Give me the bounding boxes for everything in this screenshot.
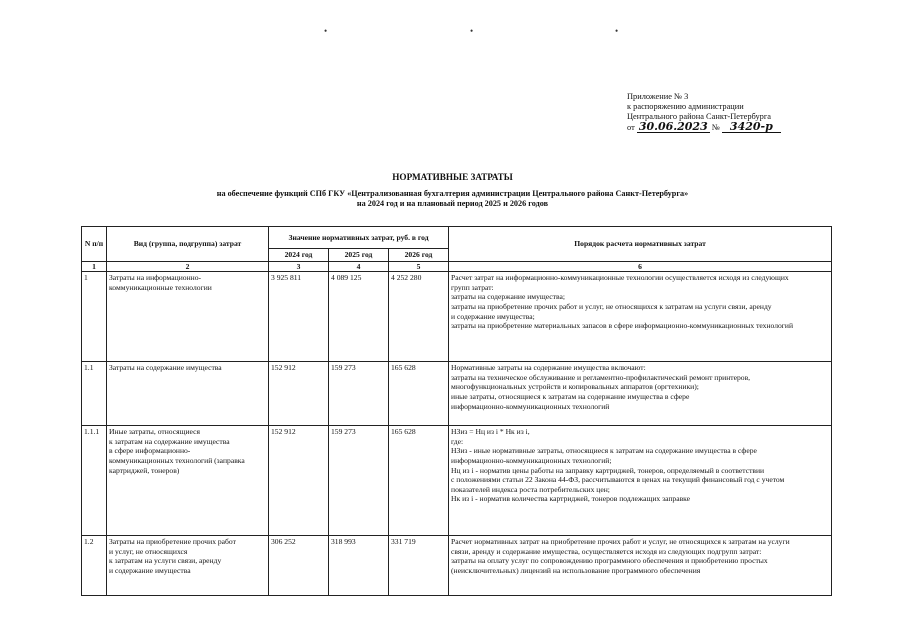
value-2024: 3 925 811 xyxy=(269,272,329,362)
value-2024: 152 912 xyxy=(269,362,329,426)
column-number: 5 xyxy=(389,261,449,272)
cost-type-line: коммуникационных технологий (заправка xyxy=(109,455,245,465)
row-number: 1.2 xyxy=(82,536,107,596)
header-year-2025: 2025 год xyxy=(329,249,389,262)
appendix-date-line xyxy=(627,122,781,133)
table-row xyxy=(82,426,832,536)
cost-type-line: в сфере информационно- xyxy=(109,446,191,456)
value-2026: 331 719 xyxy=(389,536,449,596)
header-year-2024: 2024 год xyxy=(269,249,329,262)
number-prefix: № xyxy=(711,123,720,132)
cost-type-line: и содержание имущества xyxy=(109,565,191,575)
calc-order-line: НЗиз - иные нормативные затраты, относящиеся к затратам на содержание имущества в сфере xyxy=(451,446,757,456)
cost-type-line: Затраты на приобретение прочих работ xyxy=(109,537,236,547)
value-2025: 4 089 125 xyxy=(329,272,389,362)
cost-type-line: Затраты на содержание имущества xyxy=(109,363,222,373)
calc-order-line: многофункциональных устройств и копировальных аппаратов (оргтехники); xyxy=(451,382,699,392)
document-title: НОРМАТИВНЫЕ ЗАТРАТЫ xyxy=(392,172,513,182)
calc-order-line: Нк из i - норматив количества картриджей, тонеров подлежащих заправке xyxy=(451,494,691,504)
column-number: 4 xyxy=(329,261,389,272)
column-number: 2 xyxy=(107,261,269,272)
table-row xyxy=(82,272,832,362)
calc-order-line: затраты на техническое обслуживание и регламентно-профилактический ремонт принтеров, xyxy=(451,372,751,382)
subtitle-line: на 2024 год и на плановый период 2025 и 2026 годов xyxy=(356,199,549,208)
appendix-line: Центрального района Санкт-Петербурга xyxy=(627,112,772,121)
header-row xyxy=(82,227,832,249)
calc-order-line: связи, аренду и содержание имущества, осуществляется исходя из следующих подгрупп затрат: xyxy=(451,546,762,556)
cost-type-line: коммуникационные технологии xyxy=(109,282,212,292)
header-value: Значение нормативных затрат, руб. в год xyxy=(269,227,449,249)
calc-order xyxy=(449,426,832,536)
row-number: 1 xyxy=(82,272,107,362)
value-2024: 306 252 xyxy=(269,536,329,596)
header-order: Порядок расчета нормативных затрат xyxy=(449,227,832,262)
document-subtitle xyxy=(0,189,905,209)
cost-type-line: Затраты на информационно- xyxy=(109,273,202,283)
calc-order-line: информационно-коммуникационных технологий xyxy=(451,401,610,411)
value-2026: 165 628 xyxy=(389,426,449,536)
calc-order-line: и содержание имущества; xyxy=(451,311,535,321)
scan-mark: • xyxy=(324,26,328,36)
calc-order-line: (неисключительных) лицензий на использование программного обеспечения xyxy=(451,565,701,575)
calc-order xyxy=(449,362,832,426)
scan-mark: • xyxy=(615,26,619,36)
calc-order-line: НЗиз = Нц из i * Нк из i, xyxy=(451,427,530,437)
calc-order-line: где: xyxy=(451,436,464,446)
cost-type xyxy=(107,536,269,596)
header-year-2026: 2026 год xyxy=(389,249,449,262)
column-number: 6 xyxy=(449,261,832,272)
column-number: 1 xyxy=(82,261,107,272)
cost-type xyxy=(107,426,269,536)
cost-type xyxy=(107,272,269,362)
calc-order-line: затраты на приобретение прочих работ и услуг, не относящихся к затратам на услуги связи, аренду xyxy=(451,301,772,311)
value-2025: 318 993 xyxy=(329,536,389,596)
cost-type-line: к затратам на услуги связи, аренду xyxy=(109,556,222,566)
cost-type-line: к затратам на содержание имущества xyxy=(109,436,230,446)
value-2026: 165 628 xyxy=(389,362,449,426)
calc-order-line: иные затраты, относящиеся к затратам на содержание имущества в сфере xyxy=(451,391,690,401)
table-row xyxy=(82,362,832,426)
calc-order-line: с положениями статьи 22 Закона 44-ФЗ, рассчитываются в ценах на текущий финансовый год с учетом xyxy=(451,475,785,485)
calc-order-line: Нц из i - норматив цены работы на заправку картриджей, тонеров, определяемый в соответствии xyxy=(451,465,765,475)
handwritten-number: 3420-р xyxy=(722,122,781,133)
calc-order-line: затраты на содержание имущества; xyxy=(451,292,565,302)
appendix-line: к распоряжению администрации xyxy=(627,102,744,111)
calc-order-line: затраты на оплату услуг по сопровождению программного обеспечения и приобретению простых xyxy=(451,556,768,566)
calc-order-line: Расчет затрат на информационно-коммуникационные технологии осуществляется исходя из следующих xyxy=(451,273,789,283)
date-prefix: от xyxy=(627,123,635,132)
row-number: 1.1.1 xyxy=(82,426,107,536)
header-type: Вид (группа, подгруппа) затрат xyxy=(107,227,269,262)
calc-order-line: показателей индекса роста потребительских цен; xyxy=(451,484,610,494)
cost-type xyxy=(107,362,269,426)
cost-type-line: и услуг, не относящихся xyxy=(109,546,188,556)
calc-order xyxy=(449,536,832,596)
value-2026: 4 252 280 xyxy=(389,272,449,362)
calc-order-line: Расчет нормативных затрат на приобретение прочих работ и услуг, не относящихся к затратам на услуги xyxy=(451,537,790,547)
subtitle-line: на обеспечение функций СПб ГКУ «Централизованная бухгалтерия администрации Центрального района Санкт-Петербурга» xyxy=(216,189,689,198)
calc-order-line: информационно-коммуникационных технологий; xyxy=(451,455,612,465)
table-body xyxy=(82,272,832,596)
header-num: N п/п xyxy=(82,227,107,262)
norm-costs-table xyxy=(81,226,832,596)
cost-type-line: картриджей, тонеров) xyxy=(109,465,180,475)
cost-type-line: Иные затраты, относящиеся xyxy=(109,427,200,437)
calc-order xyxy=(449,272,832,362)
appendix-block xyxy=(627,92,781,133)
table-row xyxy=(82,536,832,596)
handwritten-date: 30.06.2023 xyxy=(638,120,708,133)
value-2025: 159 273 xyxy=(329,362,389,426)
row-number: 1.1 xyxy=(82,362,107,426)
scan-mark: • xyxy=(470,26,474,36)
calc-order-line: Нормативные затраты на содержание имущества включают: xyxy=(451,363,646,373)
appendix-line: Приложение № 3 xyxy=(627,92,689,101)
column-number: 3 xyxy=(269,261,329,272)
value-2025: 159 273 xyxy=(329,426,389,536)
calc-order-line: групп затрат: xyxy=(451,282,494,292)
calc-order-line: затраты на приобретение материальных запасов в сфере информационно-коммуникационных технологий xyxy=(451,321,794,331)
column-number-row xyxy=(82,261,832,272)
value-2024: 152 912 xyxy=(269,426,329,536)
